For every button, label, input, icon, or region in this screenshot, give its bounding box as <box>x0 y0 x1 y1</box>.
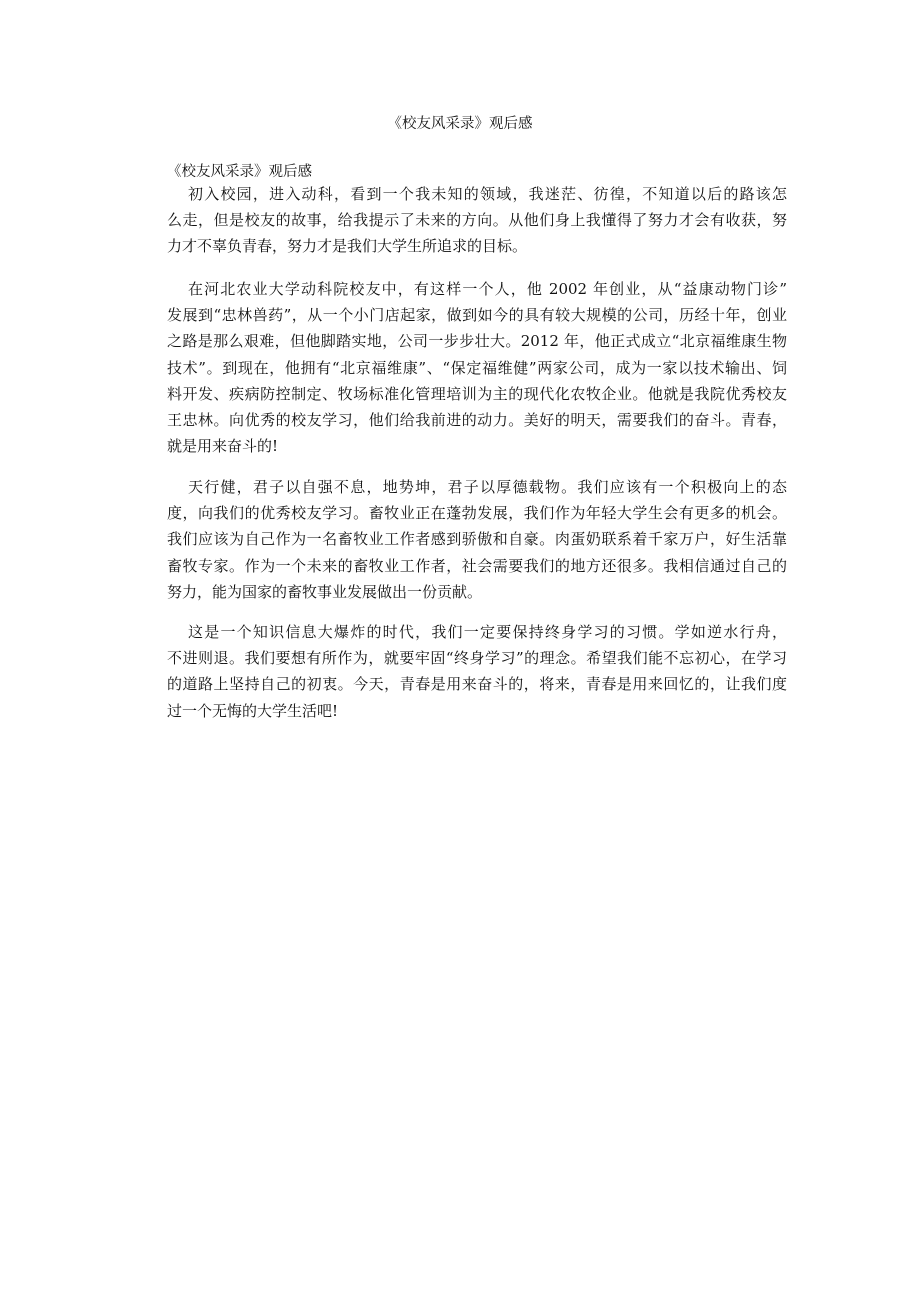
paragraph-line: 之路是那么艰难，但他脚踏实地，公司一步步壮大。2012 年，他正式成立“北京福维康生物 <box>167 332 787 351</box>
paragraph-line: 力才不辜负青春，努力才是我们大学生所追求的目标。 <box>167 237 528 256</box>
paragraph-line: 不进则退。我们要想有所作为，就要牢固“终身学习”的理念。希望我们能不忘初心，在学习 <box>167 649 787 668</box>
paragraph-line: 技术”。到现在，他拥有“北京福维康”、“保定福维健”两家公司，成为一家以技术输出、饲 <box>167 358 787 377</box>
paragraph-line: 畜牧专家。作为一个未来的畜牧业工作者，社会需要我们的地方还很多。我相信通过自己的 <box>167 556 787 575</box>
paragraph-line: 么走，但是校友的故事，给我提示了未来的方向。从他们身上我懂得了努力才会有收获，努 <box>167 211 787 230</box>
paragraph-line: 初入校园，进入动科，看到一个我未知的领域，我迷茫、彷徨，不知道以后的路该怎 <box>188 185 787 203</box>
document-subtitle: 《校友风采录》观后感 <box>167 164 312 180</box>
paragraph-line: 这是一个知识信息大爆炸的时代，我们一定要保持终身学习的习惯。学如逆水行舟， <box>188 623 787 641</box>
paragraph-line: 努力，能为国家的畜牧事业发展做出一份贡献。 <box>167 582 483 601</box>
paragraph-line: 度，向我们的优秀校友学习。畜牧业正在蓬勃发展，我们作为年轻大学生会有更多的机会。 <box>167 504 787 523</box>
paragraph-1 <box>167 181 787 260</box>
paragraph-line: 料开发、疾病防控制定、牧场标准化管理培训为主的现代化农牧企业。他就是我院优秀校友 <box>167 384 787 403</box>
paragraph-line: 过一个无悔的大学生活吧! <box>167 701 339 720</box>
paragraph-line: 发展到“忠林兽药”，从一个小门店起家，做到如今的具有较大规模的公司，历经十年，创业 <box>167 306 787 325</box>
paragraph-line: 王忠林。向优秀的校友学习，他们给我前进的动力。美好的明天，需要我们的奋斗。青春， <box>167 410 787 429</box>
paragraph-2 <box>167 276 787 459</box>
paragraph-line: 天行健，君子以自强不息，地势坤，君子以厚德载物。我们应该有一个积极向上的态 <box>188 478 787 496</box>
document-title: 《校友风采录》观后感 <box>387 116 533 132</box>
paragraph-4 <box>167 619 787 724</box>
paragraph-line: 就是用来奋斗的! <box>167 437 279 456</box>
paragraph-line: 我们应该为自己作为一名畜牧业工作者感到骄傲和自豪。肉蛋奶联系着千家万户，好生活靠 <box>167 530 787 549</box>
paragraph-line: 在河北农业大学动科院校友中，有这样一个人，他 2002 年创业，从“益康动物门诊” <box>188 280 787 298</box>
paragraph-3 <box>167 474 787 605</box>
paragraph-line: 的道路上坚持自己的初衷。今天，青春是用来奋斗的，将来，青春是用来回忆的，让我们度 <box>167 675 787 694</box>
